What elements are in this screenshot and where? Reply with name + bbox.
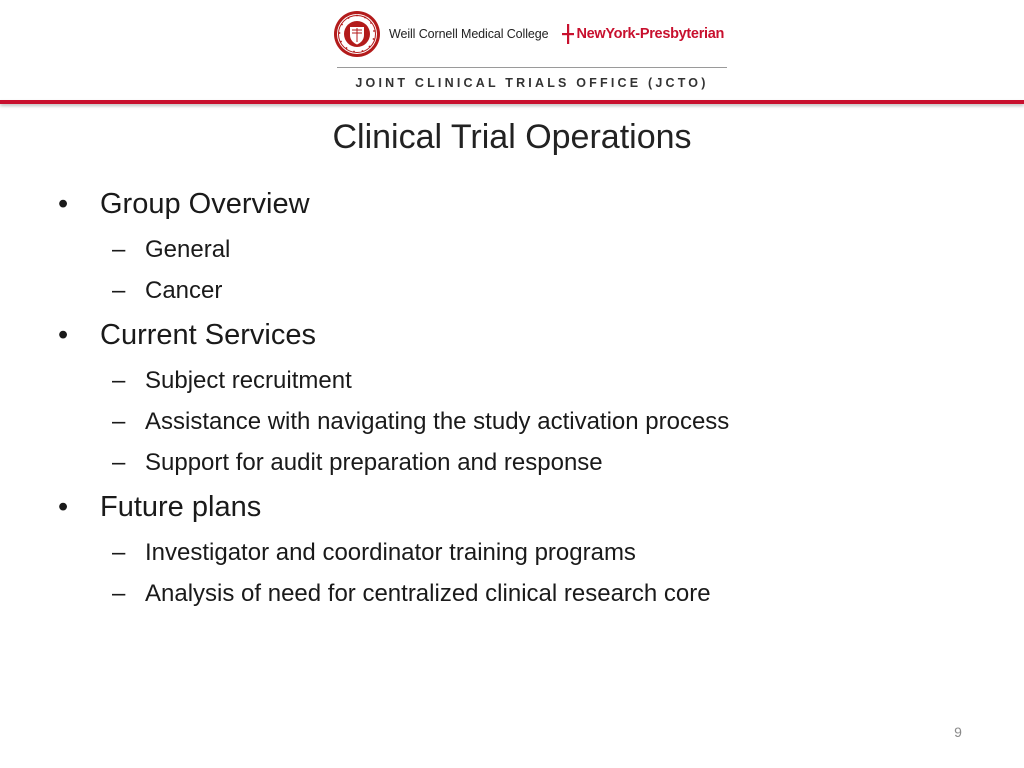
bullet-icon: • — [58, 491, 69, 523]
section-heading: Group Overview — [100, 188, 310, 220]
sub-item-text: Subject recruitment — [145, 367, 352, 394]
sub-item-text: Assistance with navigating the study activation process — [145, 408, 730, 435]
sub-item — [112, 580, 711, 608]
page-number: 9 — [954, 724, 962, 740]
sub-item-text: Support for audit preparation and response — [145, 449, 603, 476]
sub-item-text: Investigator and coordinator training programs — [145, 539, 636, 566]
dash-icon: – — [112, 367, 126, 394]
sub-item-text: Cancer — [145, 277, 223, 304]
sub-item — [112, 539, 636, 567]
bullet-icon: • — [58, 319, 69, 351]
sub-item-text: Analysis of need for centralized clinical research core — [145, 580, 711, 607]
sub-item — [112, 277, 223, 305]
dash-icon: – — [112, 449, 126, 476]
sub-item — [112, 236, 231, 264]
sub-item — [112, 408, 730, 436]
slide-title: Clinical Trial Operations — [332, 118, 692, 156]
bullet-future-plans — [58, 491, 262, 524]
section-heading: Current Services — [100, 319, 316, 351]
office-name: JOINT CLINICAL TRIALS OFFICE (JCTO) — [355, 76, 709, 90]
bullet-icon: • — [58, 188, 69, 220]
hospital-name: NewYork-Presbyterian — [576, 26, 725, 42]
dash-icon: – — [112, 539, 126, 566]
sub-item — [112, 449, 603, 477]
sub-item-text: General — [145, 236, 231, 263]
dash-icon: – — [112, 580, 126, 607]
bullet-group-overview — [58, 188, 310, 221]
dash-icon: – — [112, 236, 126, 263]
dash-icon: – — [112, 277, 126, 304]
bullet-current-services — [58, 319, 316, 352]
sub-item — [112, 367, 352, 395]
college-name: Weill Cornell Medical College — [389, 27, 549, 41]
dash-icon: – — [112, 408, 126, 435]
section-heading: Future plans — [100, 491, 262, 523]
